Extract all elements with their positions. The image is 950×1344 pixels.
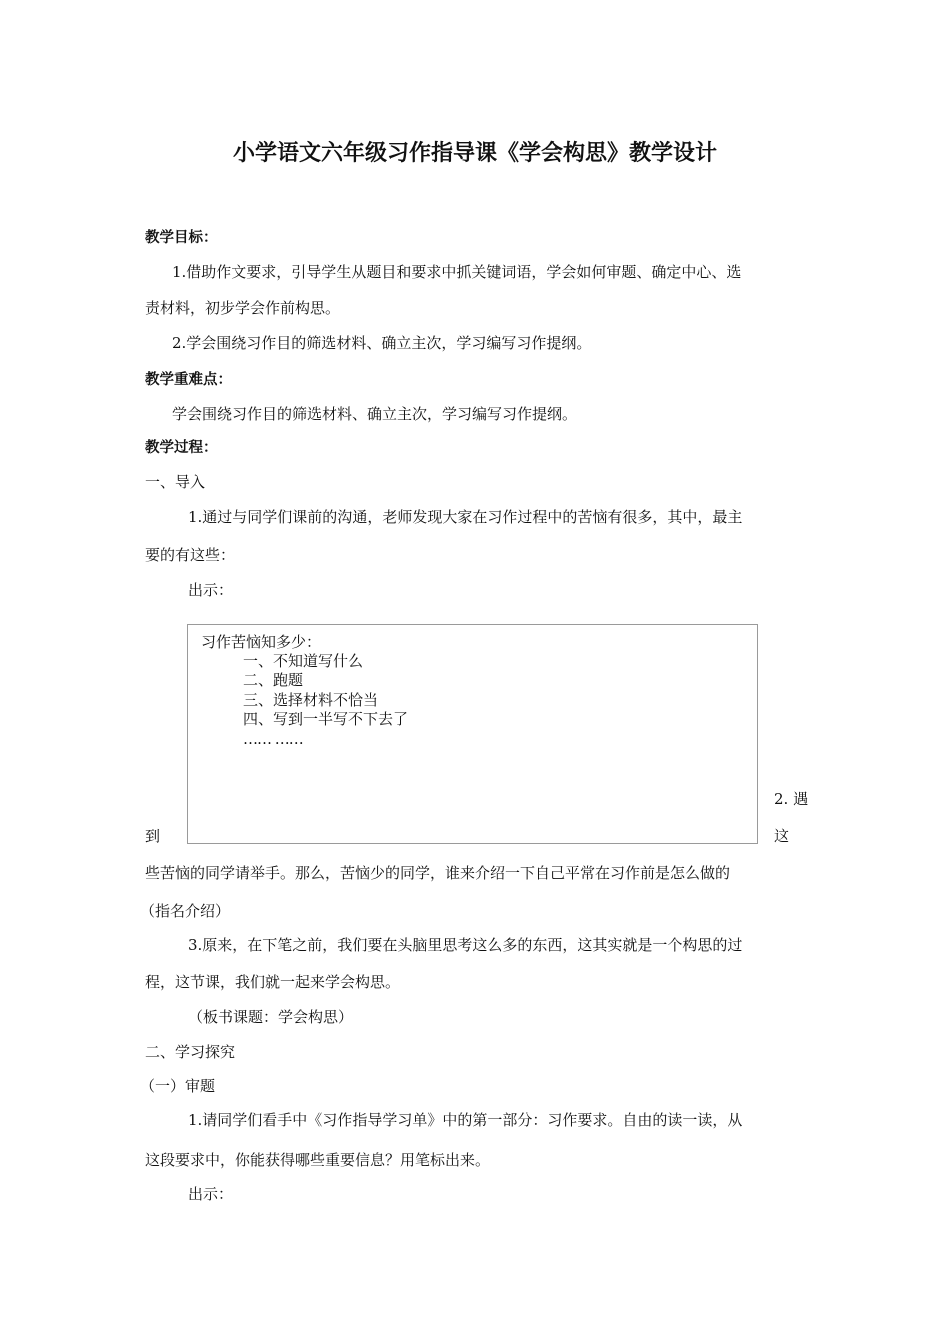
process-heading: 教学过程： (145, 440, 218, 456)
document-title: 小学语文六年级习作指导课《学会构思》教学设计 (232, 141, 717, 166)
worries-item: 二、跑题 (243, 671, 304, 689)
board-note: （板书课题：学会构思） (188, 1008, 354, 1026)
section-2-heading: 二、学习探究 (145, 1043, 236, 1061)
section-1-paragraph-2-line-2: 些苦恼的同学请举手。那么，苦恼少的同学，谁来介绍一下自己平常在习作前是怎么做的 (145, 864, 731, 882)
wrap-text-right-bottom: 这 (774, 827, 790, 845)
objective-1-line-2: 责材料，初步学会作前构思。 (145, 299, 341, 317)
section-1-paragraph-1-line-1: 1.通过与同学们课前的沟通，老师发现大家在习作过程中的苦恼有很多，其中，最主 (188, 508, 743, 526)
section-1-paragraph-3-line-2: 程，这节课，我们就一起来学会构思。 (145, 973, 401, 991)
objective-2: 2.学会围绕习作目的筛选材料、确立主次，学习编写习作提纲。 (172, 334, 592, 352)
show-label: 出示： (188, 581, 234, 599)
show-label-2: 出示： (188, 1185, 234, 1203)
worries-box-title: 习作苦恼知多少： (201, 633, 322, 651)
section-1-paragraph-2-line-3: （指名介绍） (140, 902, 231, 920)
objective-1-line-1: 1.借助作文要求，引导学生从题目和要求中抓关键词语，学会如何审题、确定中心、选 (172, 263, 742, 281)
worries-item: 三、选择材料不恰当 (243, 691, 379, 709)
key-points-text: 学会围绕习作目的筛选材料、确立主次，学习编写习作提纲。 (172, 405, 578, 423)
section-1-paragraph-3-line-1: 3.原来，在下笔之前，我们要在头脑里思考这么多的东西，这其实就是一个构思的过 (188, 936, 743, 954)
worries-item: 四、写到一半写不下去了 (243, 710, 409, 728)
section-1-heading: 一、导入 (145, 473, 206, 491)
section-2-paragraph-1-line-1: 1.请同学们看手中《习作指导学习单》中的第一部分：习作要求。自由的读一读，从 (188, 1111, 743, 1129)
objectives-heading: 教学目标： (145, 230, 218, 246)
worries-item: 一、不知道写什么 (243, 652, 364, 670)
worries-text-box (187, 624, 758, 844)
worries-ellipsis: …… …… (243, 730, 303, 748)
wrap-text-right-top: 2. 遇 (774, 790, 809, 808)
key-points-heading: 教学重难点： (145, 372, 232, 388)
section-2-paragraph-1-line-2: 这段要求中，你能获得哪些重要信息？用笔标出来。 (145, 1151, 491, 1169)
section-1-paragraph-1-line-2: 要的有这些： (145, 546, 236, 564)
wrap-text-left: 到 (145, 827, 161, 845)
subsection-1-heading: （一）审题 (140, 1077, 216, 1095)
